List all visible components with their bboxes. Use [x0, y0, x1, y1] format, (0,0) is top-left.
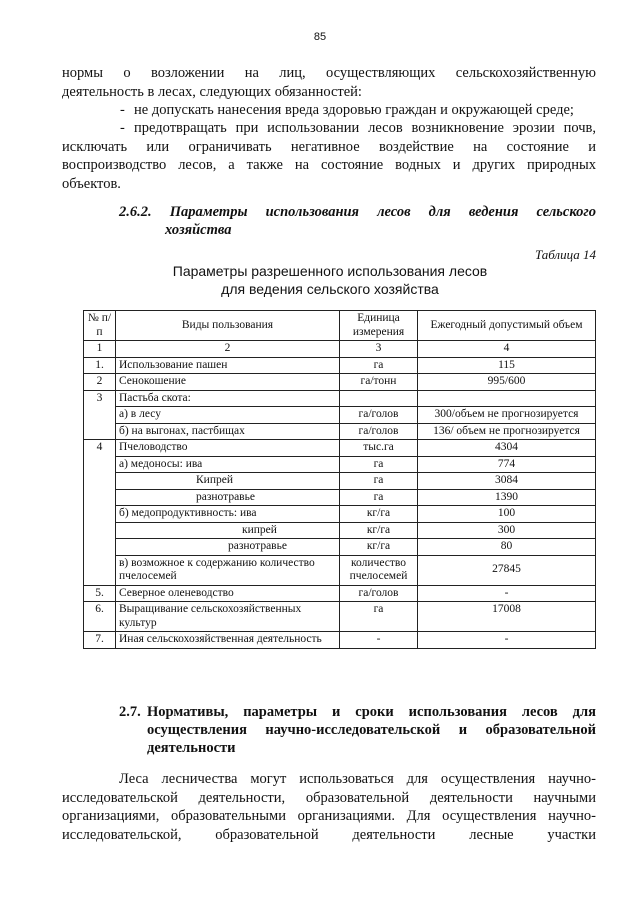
table-row: 3 Пастьба скота: [84, 390, 596, 407]
table-row: кипрей кг/га 300 [84, 522, 596, 539]
page-number: 85 [313, 31, 327, 43]
bullet-item: - не допускать нанесения вреда здоровью граждан и окружающей среде; [120, 102, 574, 118]
table-row: 2 Сенокошение га/тонн 995/600 [84, 374, 596, 391]
table-row: 1. Использование пашен га 115 [84, 357, 596, 374]
parameters-table [83, 310, 596, 649]
table-row: а) медоносы: ива га 774 [84, 456, 596, 473]
header-unit: Единица измерения [340, 311, 418, 341]
table-row: а) в лесу га/голов 300/объем не прогнозируется [84, 407, 596, 424]
table-row: 7. Иная сельскохозяйственная деятельность - - [84, 632, 596, 649]
table-row: разнотравье га 1390 [84, 489, 596, 506]
table-row: Кипрей га 3084 [84, 473, 596, 490]
table-header-row [84, 311, 596, 341]
bullet-item: - предотвращать при использовании лесов возникновение эрозии почв, исключать или ограничивать негативное воздействие на состояние и воспроизводство лесов, а также на состояние водных и других природных объектов. [62, 120, 596, 192]
table-row: в) возможное к содержанию количество пчелосемей количество пчелосемей 27845 [84, 555, 596, 585]
table-row: разнотравье кг/га 80 [84, 539, 596, 556]
section-heading-2-7: 2.7. Нормативы, параметры и сроки использования лесов для осуществления научно-исследовательской и образовательной деятельности [119, 704, 596, 756]
paragraph-research: Леса лесничества могут использоваться для осуществления научно- исследовательской деятельности, образовательной деятельности научными организациями, образовательными организациями. Для осуществления научно- исследовательской, образовательной деятельности лесные участки [62, 771, 596, 843]
header-volume: Ежегодный допустимый объем [418, 311, 596, 341]
header-kind: Виды пользования [116, 311, 340, 341]
table-column-numbers: 1 2 3 4 [84, 341, 596, 358]
section-heading-2-6-2: 2.6.2. Параметры использования лесов для ведения сельского хозяйства [119, 204, 596, 238]
header-num: № п/п [84, 311, 116, 341]
paragraph-intro: нормы о возложении на лиц, осуществляющих сельскохозяйственную деятельность в лесах, следующих обязанностей: [62, 65, 596, 100]
table-row: 6. Выращивание сельскохозяйственных культур га 17008 [84, 602, 596, 632]
table-label: Таблица 14 [534, 247, 596, 262]
table-row: 5. Северное оленеводство га/голов - [84, 585, 596, 602]
table-title: Параметры разрешенного использования лесов для ведения сельского хозяйства [172, 263, 488, 297]
table-row: 4 Пчеловодство тыс.га 4304 [84, 440, 596, 457]
table-row: б) на выгонах, пастбищах га/голов 136/ объем не прогнозируется [84, 423, 596, 440]
table-row: б) медопродуктивность: ива кг/га 100 [84, 506, 596, 523]
